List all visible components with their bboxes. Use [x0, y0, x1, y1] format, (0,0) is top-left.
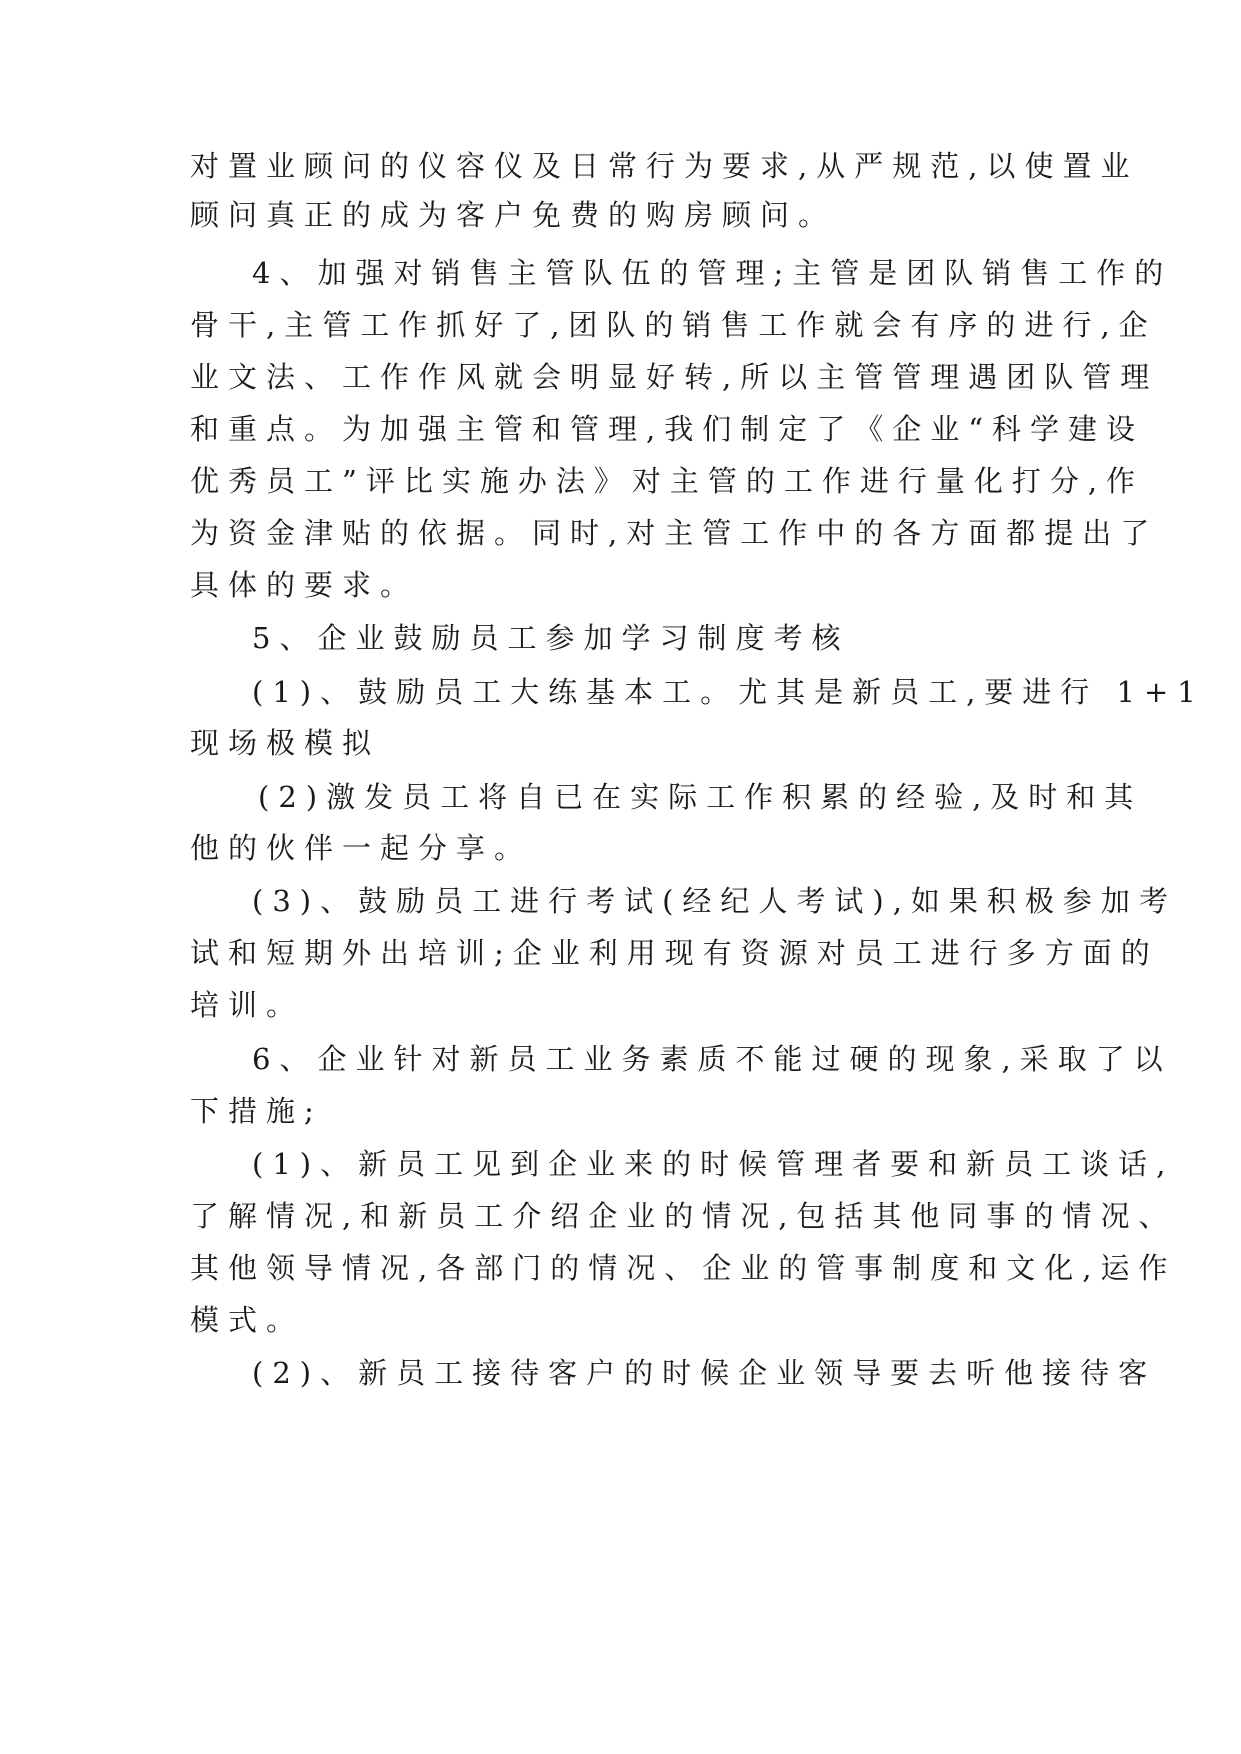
paragraph-line: 现场极模拟 — [190, 726, 381, 760]
paragraph-line: 试和短期外出培训;企业利用现有资源对员工进行多方面的 — [190, 936, 1159, 970]
paragraph-line: 业文法、工作作风就会明显好转,所以主管管理遇团队管理 — [190, 360, 1159, 394]
paragraph-line: 5、企业鼓励员工参加学习制度考核 — [252, 621, 850, 655]
paragraph-line: 4、加强对销售主管队伍的管理;主管是团队销售工作的 — [252, 256, 1173, 290]
paragraph-line: 优秀员工”评比实施办法》对主管的工作进行量化打分,作 — [190, 464, 1145, 498]
paragraph-line: (2)激发员工将自已在实际工作积累的经验,及时和其 — [258, 780, 1143, 814]
paragraph-line: (1)、新员工见到企业来的时候管理者要和新员工谈话, — [252, 1147, 1175, 1181]
paragraph-line: 具体的要求。 — [190, 568, 419, 602]
paragraph-line: (2)、新员工接待客户的时候企业领导要去听他接待客 — [252, 1356, 1157, 1390]
paragraph-line: 骨干,主管工作抓好了,团队的销售工作就会有序的进行,企 — [190, 308, 1157, 342]
paragraph-line: 顾问真正的成为客户免费的购房顾问。 — [190, 198, 837, 232]
paragraph-line: 了解情况,和新员工介绍企业的情况,包括其他同事的情况、 — [190, 1199, 1177, 1233]
paragraph-line: 下措施; — [190, 1094, 323, 1128]
paragraph-line: 他的伙伴一起分享。 — [190, 831, 533, 865]
paragraph-line: 其他领导情况,各部门的情况、企业的管事制度和文化,运作 — [190, 1251, 1177, 1285]
paragraph-line: (1)、鼓励员工大练基本工。尤其是新员工,要进行 1+1 — [252, 675, 1205, 709]
paragraph-line: 培训。 — [190, 988, 305, 1022]
paragraph-line: 6、企业针对新员工业务素质不能过硬的现象,采取了以 — [252, 1042, 1172, 1076]
paragraph-line: 对置业顾问的仪容仪及日常行为要求,从严规范,以使置业 — [190, 149, 1139, 183]
paragraph-line: 和重点。为加强主管和管理,我们制定了《企业“科学建设 — [190, 412, 1145, 446]
paragraph-line: 模式。 — [190, 1303, 305, 1337]
paragraph-line: (3)、鼓励员工进行考试(经纪人考试),如果积极参加考 — [252, 884, 1177, 918]
paragraph-line: 为资金津贴的依据。同时,对主管工作中的各方面都提出了 — [190, 516, 1159, 550]
